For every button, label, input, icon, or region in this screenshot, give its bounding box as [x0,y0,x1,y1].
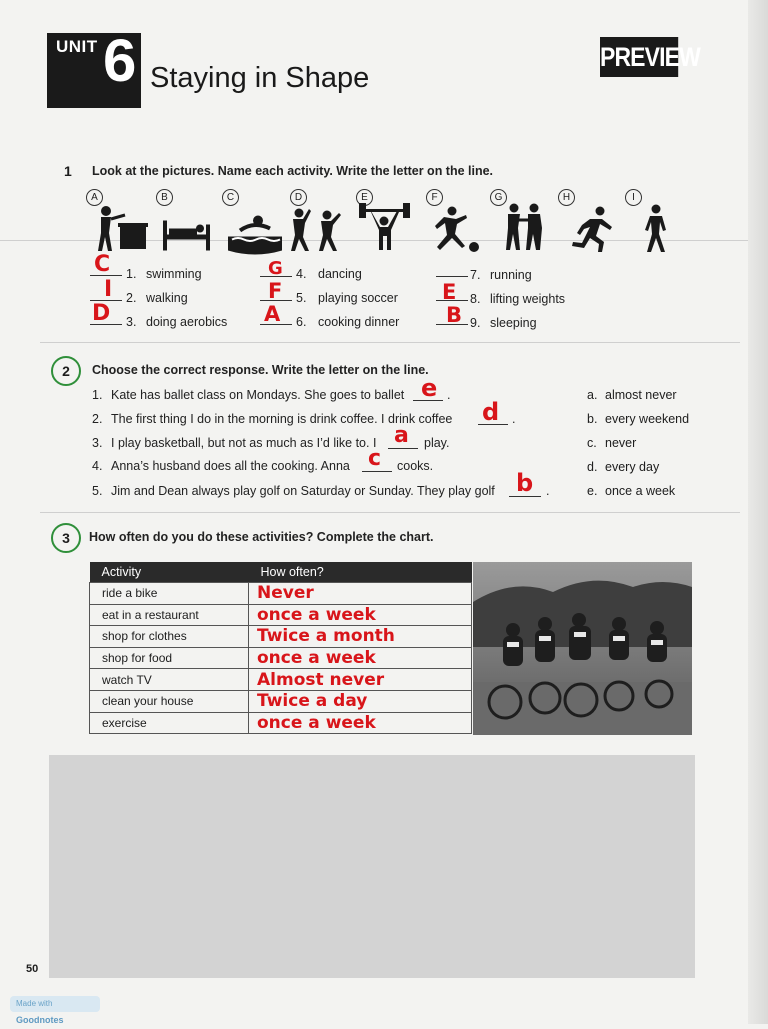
table-row [90,669,472,691]
handwritten-answer-4: G [268,258,283,279]
handwritten-answer-1: C [94,252,111,277]
cyclists-photo [473,562,692,735]
handwritten-answer-6: A [264,302,281,326]
option-c-text: never [605,436,637,450]
option-a-text: almost never [605,388,677,402]
item-1-text: swimming [146,267,202,281]
question-5-text: Jim and Dean always play golf on Saturday or Sunday. They play golf [111,484,495,498]
option-d-letter: d. [587,460,598,474]
activity-cell: watch TV [90,669,249,691]
item-3-number: 3. [126,315,137,329]
table-row [90,626,472,648]
option-b-letter: b. [587,412,598,426]
picture-letter-a: A [86,189,103,206]
option-e-letter: e. [587,484,598,498]
swimming-pictogram [226,206,284,256]
page-edge-shadow [748,0,768,1024]
sleeping-pictogram [160,206,215,256]
how-often-answer[interactable]: Twice a month [249,626,472,648]
preview-badge: PREVIEW [600,37,678,77]
how-often-answer[interactable]: once a week [249,647,472,669]
option-c-letter: c. [587,436,597,450]
item-4-text: dancing [318,267,362,281]
exercise1-number: 1 [64,163,72,179]
question-5-number: 5. [92,484,103,498]
question-2-text: The first thing I do in the morning is drink coffee. I drink coffee [111,412,453,426]
question-1-text: Kate has ballet class on Mondays. She goes to ballet [111,388,405,402]
activity-cell: exercise [90,712,249,734]
section-divider [40,512,740,513]
exercise2-number: 2 [51,356,81,386]
handwritten-answer-q1: e [421,374,438,402]
question-2-end: . [512,412,516,426]
exercise3-number: 3 [51,523,81,553]
picture-letter-i: I [625,189,642,206]
handwritten-answer-8: E [442,280,457,304]
question-4-number: 4. [92,459,103,473]
frequency-chart [89,562,472,734]
weightlifting-pictogram [357,203,412,253]
exercise3-instruction: How often do you do these activities? Complete the chart. [89,530,434,544]
table-row [90,712,472,734]
item-7-text: running [490,268,532,282]
how-often-answer[interactable]: once a week [249,604,472,626]
item-6-number: 6. [296,315,307,329]
item-5-text: playing soccer [318,291,398,305]
table-row [90,604,472,626]
how-often-answer[interactable]: Twice a day [249,690,472,712]
table-row [90,583,472,605]
activity-cell: shop for food [90,647,249,669]
unit-label: UNIT [56,37,98,56]
item-4-number: 4. [296,267,307,281]
dancing-pictogram [496,202,552,252]
item-2-text: walking [146,291,188,305]
item-6-text: cooking dinner [318,315,400,329]
option-d-text: every day [605,460,660,474]
handwritten-answer-q4: c [368,446,382,471]
question-5-end: . [546,484,550,498]
option-e-text: once a week [605,484,676,498]
running-pictogram [566,204,622,254]
picture-letter-c: C [222,189,239,206]
question-2-number: 2. [92,412,103,426]
question-1-end: . [447,388,451,402]
picture-letter-d: D [290,189,307,206]
item-2-number: 2. [126,291,137,305]
question-4-end: cooks. [397,459,434,473]
question-1-number: 1. [92,388,103,402]
question-3-number: 3. [92,436,103,450]
exercise1-instruction: Look at the pictures. Name each activity. Write the letter on the line. [92,164,494,178]
how-often-answer[interactable]: once a week [249,712,472,734]
picture-letter-b: B [156,189,173,206]
note-area [49,755,695,978]
table-row [90,690,472,712]
item-9-number: 9. [470,316,481,330]
soccer-pictogram [424,204,484,254]
activity-cell: shop for clothes [90,626,249,648]
aerobics-pictogram [287,204,349,254]
cooking-pictogram [92,203,152,253]
activity-cell: eat in a restaurant [90,604,249,626]
walking-pictogram [636,203,676,253]
goodnotes-badge[interactable] [10,996,100,1025]
column-header-how-often: How often? [249,562,472,583]
option-b-text: every weekend [605,412,690,426]
exercise2-instruction: Choose the correct response. Write the letter on the line. [92,363,429,377]
picture-letter-h: H [558,189,575,206]
picture-letter-e: E [356,189,373,206]
section-divider [40,342,740,343]
badge-prefix: Made with [16,999,53,1008]
picture-letter-g: G [490,189,507,206]
item-8-number: 8. [470,292,481,306]
handwritten-answer-2: I [104,277,113,302]
page-number: 50 [26,963,39,975]
picture-letter-f: F [426,189,443,206]
question-3-end: play. [424,436,450,450]
handwritten-answer-5: F [268,279,283,303]
item-7-number: 7. [470,268,481,282]
activity-cell: ride a bike [90,583,249,605]
how-often-answer[interactable]: Never [249,583,472,605]
handwritten-answer-q3: a [394,423,409,448]
handwritten-answer-3: D [92,301,111,326]
item-1-number: 1. [126,267,137,281]
answer-blank-7[interactable] [436,262,468,282]
handwritten-answer-9: B [446,303,463,327]
item-3-text: doing aerobics [146,315,228,329]
item-5-number: 5. [296,291,307,305]
how-often-answer[interactable]: Almost never [249,669,472,691]
item-8-text: lifting weights [490,292,566,306]
unit-block [47,27,141,108]
option-a-letter: a. [587,388,598,402]
handwritten-answer-q2: d [482,398,500,426]
badge-brand: Goodnotes [16,1015,64,1025]
page-title: Staying in Shape [150,62,370,94]
item-9-text: sleeping [490,316,537,330]
activity-cell: clean your house [90,690,249,712]
column-header-activity: Activity [90,562,249,583]
unit-number: 6 [103,27,137,94]
question-3-text: I play basketball, but not as much as I’d like to. I [111,436,377,450]
handwritten-answer-q5: b [516,469,534,497]
table-row [90,647,472,669]
question-4-text: Anna’s husband does all the cooking. Anna [111,459,350,473]
